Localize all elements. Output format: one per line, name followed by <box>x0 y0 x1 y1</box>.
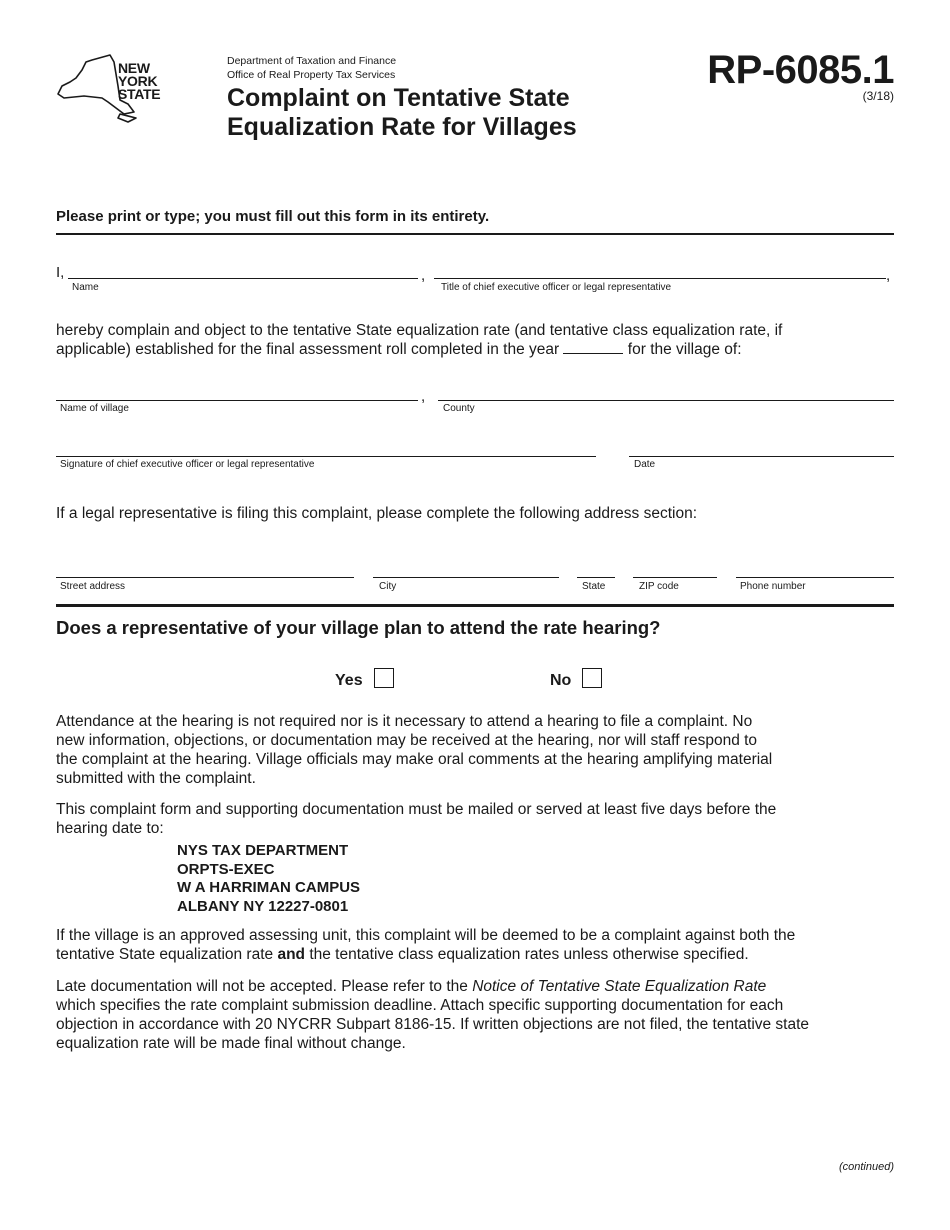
no-label: No <box>550 672 572 689</box>
comma: , <box>421 267 426 284</box>
title-caption: Title of chief executive officer or legal representative <box>441 282 672 293</box>
form-number: RP-6085.1 <box>707 48 894 92</box>
zip-field[interactable] <box>633 577 717 578</box>
late-line: equalization rate will be made final without change. <box>56 1035 406 1052</box>
mailing-line: This complaint form and supporting documentation must be mailed or served at least five days before the <box>56 801 777 818</box>
mailing-line: hearing date to: <box>56 820 164 837</box>
form-title-line2: Equalization Rate for Villages <box>227 113 577 141</box>
title-field[interactable] <box>434 278 886 279</box>
phone-field[interactable] <box>736 577 894 578</box>
street-address-field[interactable] <box>56 577 354 578</box>
city-caption: City <box>379 581 397 592</box>
no-checkbox[interactable] <box>582 668 602 688</box>
yes-label: Yes <box>335 672 363 689</box>
yes-checkbox[interactable] <box>374 668 394 688</box>
name-caption: Name <box>72 282 99 293</box>
complaint-line2-before: applicable) established for the final assessment roll completed in the year <box>56 341 560 358</box>
late-line1-before: Late documentation will not be accepted. Please refer to the <box>56 978 473 995</box>
complaint-line2-after: for the village of: <box>627 341 742 358</box>
legal-rep-instruction: If a legal representative is filing this complaint, please complete the following address section: <box>56 505 698 522</box>
date-field[interactable] <box>629 456 894 457</box>
office-name: Office of Real Property Tax Services <box>227 69 396 81</box>
attendance-line: submitted with the complaint. <box>56 770 256 787</box>
name-field[interactable] <box>68 278 418 279</box>
divider <box>56 233 894 235</box>
street-caption: Street address <box>60 581 126 592</box>
complaint-line2 <box>56 340 898 359</box>
state-caption: State <box>582 581 606 592</box>
signature-caption: Signature of chief executive officer or legal representative <box>60 459 315 470</box>
late-line: which specifies the rate complaint submission deadline. Attach specific supporting documentation for each <box>56 997 784 1014</box>
zip-caption: ZIP code <box>639 581 679 592</box>
assessing-unit-paragraph <box>56 926 898 964</box>
county-field[interactable] <box>438 400 894 401</box>
late-line: objection in accordance with 20 NYCRR Subpart 8186-15. If written objections are not filed, the tentative state <box>56 1016 810 1033</box>
signature-field[interactable] <box>56 456 596 457</box>
year-field[interactable] <box>563 341 623 354</box>
hearing-question: Does a representative of your village plan to attend the rate hearing? <box>56 617 661 638</box>
continued-note: (continued) <box>838 1161 894 1173</box>
form-revision: (3/18) <box>862 89 894 103</box>
section-divider <box>56 604 894 607</box>
phone-caption: Phone number <box>740 581 806 592</box>
city-field[interactable] <box>373 577 559 578</box>
assessing-line1: If the village is an approved assessing unit, this complaint will be deemed to be a complaint against both the <box>56 927 796 944</box>
village-comma: , <box>421 388 426 405</box>
date-caption: Date <box>634 459 656 470</box>
attendance-paragraph <box>56 712 898 788</box>
notice-title: Notice of Tentative State Equalization Rate <box>472 978 767 995</box>
end-comma: , <box>886 267 891 284</box>
address-line: ORPTS-EXEC <box>177 860 275 878</box>
logo-word-york: YORK <box>118 73 158 89</box>
assessing-line2-bold: and <box>277 946 306 963</box>
logo-word-state: STATE <box>118 86 161 102</box>
assessing-line2-before: tentative State equalization rate <box>56 946 278 963</box>
county-caption: County <box>443 403 475 414</box>
mailing-paragraph <box>56 800 898 838</box>
village-caption: Name of village <box>60 403 129 414</box>
prefix-i: I, <box>56 264 65 281</box>
address-line: W A HARRIMAN CAMPUS <box>177 879 361 896</box>
mailing-address <box>177 842 360 916</box>
nys-logo <box>54 52 169 124</box>
late-line1 <box>56 977 898 996</box>
form-title <box>227 84 577 142</box>
form-title-line1: Complaint on Tentative State <box>227 84 570 112</box>
attendance-line: new information, objections, or documentation may be received at the hearing, nor will staff respond to <box>56 732 758 749</box>
address-line: ALBANY NY 12227-0801 <box>177 897 349 915</box>
attendance-line: the complaint at the hearing. Village officials may make oral comments at the hearing amplifying material <box>56 751 773 768</box>
assessing-line2 <box>56 945 898 964</box>
department-info <box>227 54 396 82</box>
attendance-line: Attendance at the hearing is not required nor is it necessary to attend a hearing to file a complaint. No <box>56 713 753 730</box>
village-field[interactable] <box>56 400 418 401</box>
address-line: NYS TAX DEPARTMENT <box>177 842 349 859</box>
logo-word-new: NEW <box>118 60 150 76</box>
assessing-line2-after: the tentative class equalization rates unless otherwise specified. <box>305 946 749 963</box>
late-documentation-paragraph <box>56 977 898 1053</box>
instructions: Please print or type; you must fill out this form in its entirety. <box>56 208 490 225</box>
department-name: Department of Taxation and Finance <box>227 55 397 67</box>
complaint-line1: hereby complain and object to the tentative State equalization rate (and tentative class equalization rate, if <box>56 322 783 339</box>
complaint-statement <box>56 321 898 359</box>
logo-wordmark <box>118 62 160 101</box>
state-field[interactable] <box>577 577 615 578</box>
